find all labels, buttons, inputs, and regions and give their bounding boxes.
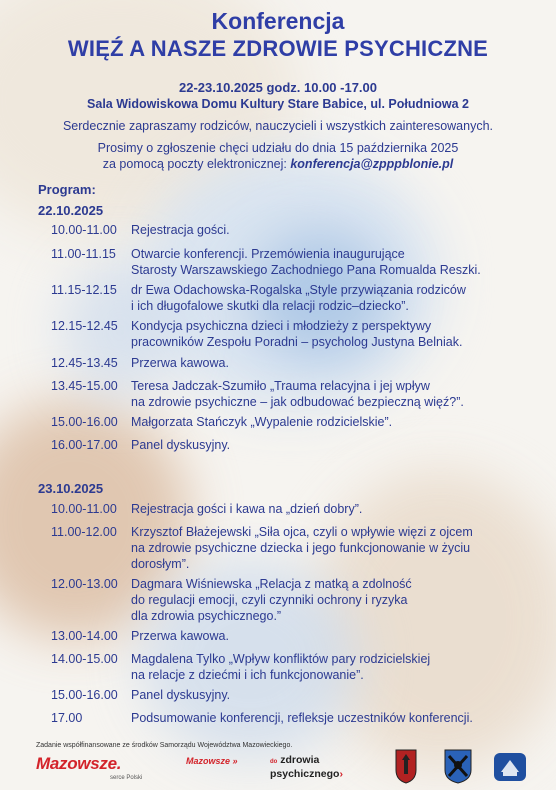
schedule-time: 11.15-12.15: [51, 283, 117, 297]
schedule-description: [131, 282, 551, 314]
schedule-time: 11.00-11.15: [51, 247, 116, 261]
schedule-time: 10.00-11.00: [51, 502, 117, 516]
schedule-description: [131, 687, 551, 703]
schedule-description-line: na zdrowie psychiczne dziecka i jego funkcjonowanie w życiu: [131, 541, 471, 555]
mazowsze-logo-text: Mazowsze.: [36, 754, 122, 773]
schedule-time: 16.00-17.00: [51, 438, 118, 452]
schedule-description-line: do regulacji emocji, czyli czynniki ochrony i ryzyka: [131, 593, 408, 607]
schedule-description-line: na zdrowie psychiczne – jak odbudować bezpieczną więź?”.: [131, 395, 464, 409]
schedule-description: [131, 355, 551, 371]
schedule-description-line: Przerwa kawowa.: [131, 629, 229, 643]
registration-contact: [0, 156, 556, 172]
schedule-description-line: Panel dyskusyjny.: [131, 688, 231, 702]
schedule-time: 15.00-16.00: [51, 415, 118, 429]
schedule-description: [131, 222, 551, 238]
schedule-description-line: pracowników Zespołu Poradni – psycholog Justyna Belniak.: [131, 335, 463, 349]
schedule-description-line: Dagmara Wiśniewska „Relacja z matką a zdolność: [131, 577, 412, 591]
program-logo-brand: [186, 756, 238, 766]
schedule-description: [131, 437, 551, 453]
schedule-description-line: i ich długofalowe skutki dla relacji rodzic–dziecko”.: [131, 299, 409, 313]
schedule-description-line: na relacje z dziećmi i ich funkcjonowanie”.: [131, 668, 364, 682]
schedule-description-line: dorosłym”.: [131, 557, 190, 571]
email-link[interactable]: konferencja@zpppblonie.pl: [290, 157, 454, 171]
schedule-description: [131, 414, 551, 430]
mazowsze-logo: [36, 754, 121, 774]
schedule-description: [131, 628, 551, 644]
program-logo-line1: zdrowia: [280, 754, 320, 766]
schedule-time: 10.00-11.00: [51, 223, 117, 237]
schedule-description: [131, 710, 551, 726]
program-logo-line2: psychicznego: [270, 768, 340, 780]
schedule-description: [131, 651, 551, 683]
venue: Sala Widowiskowa Domu Kultury Stare Babice, ul. Południowa 2: [87, 97, 469, 111]
conference-label: Konferencja: [211, 8, 345, 34]
schedule-description-line: Starosty Warszawskiego Zachodniego Pana Romualda Reszki.: [131, 263, 481, 277]
day1-date: 22.10.2025: [38, 203, 104, 218]
schedule-description-line: dr Ewa Odachowska-Rogalska „Style przywiązania rodziców: [131, 283, 466, 297]
schedule-description: [131, 524, 551, 572]
mazowsze-logo-tagline: serce Polski: [110, 775, 143, 781]
program-logo-do: do: [270, 759, 278, 765]
schedule-description-line: Magdalena Tylko „Wpływ konfliktów pary rodzicielskiej: [131, 652, 431, 666]
schedule-description-line: Podsumowanie konferencji, refleksje uczestników konferencji.: [131, 711, 473, 725]
program-logo-brand-text: Mazowsze: [186, 756, 231, 766]
registration-contact-prefix: za pomocą poczty elektronicznej:: [102, 157, 291, 171]
chevrons-icon: »: [232, 756, 238, 766]
schedule-description-line: Rejestracja gości.: [131, 223, 230, 237]
registration-request: Prosimy o zgłoszenie chęci udziału do dnia 15 października 2025: [97, 141, 459, 155]
conference-title: WIĘŹ A NASZE ZDROWIE PSYCHICZNE: [67, 36, 489, 61]
schedule-description-line: dla zdrowia psychicznego.”: [131, 609, 282, 623]
program-logo-text: [270, 754, 343, 780]
invitation-text: Serdecznie zapraszamy rodziców, nauczycieli i wszystkich zainteresowanych.: [62, 119, 494, 133]
schedule-description: [131, 378, 551, 410]
schedule-description: [131, 246, 551, 278]
date-time: 22-23.10.2025 godz. 10.00 -17.00: [178, 80, 377, 95]
funding-note: Zadanie współfinansowane ze środków Samorządu Województwa Mazowieckiego.: [36, 742, 293, 749]
schedule-time: 13.45-15.00: [51, 379, 118, 393]
schedule-description-line: Teresa Jadczak-Szumiło „Trauma relacyjna i jej wpływ: [131, 379, 430, 393]
schedule-time: 17.00: [51, 711, 83, 725]
program-label: Program:: [38, 182, 96, 197]
day2-date: 23.10.2025: [38, 481, 104, 496]
schedule-description-line: Małgorzata Stańczyk „Wypalenie rodzicielskie”.: [131, 415, 393, 429]
commune-crest-icon: [443, 748, 473, 784]
schedule-description-line: Kondycja psychiczna dzieci i młodzieży z perspektywy: [131, 319, 432, 333]
institution-logo-icon: [493, 752, 527, 782]
schedule-time: 13.00-14.00: [51, 629, 118, 643]
schedule-description: [131, 318, 551, 350]
schedule-description: [131, 501, 551, 517]
schedule-time: 15.00-16.00: [51, 688, 118, 702]
schedule-time: 12.45-13.45: [51, 356, 118, 370]
schedule-time: 14.00-15.00: [51, 652, 118, 666]
schedule-time: 12.00-13.00: [51, 577, 118, 591]
chevron-right-icon: ›: [339, 768, 343, 780]
schedule-description-line: Otwarcie konferencji. Przemówienia inaugurujące: [131, 247, 405, 261]
schedule-time: 12.15-12.45: [51, 319, 118, 333]
schedule-time: 11.00-12.00: [51, 525, 117, 539]
schedule-description-line: Przerwa kawowa.: [131, 356, 229, 370]
schedule-description-line: Krzysztof Błażejewski „Siła ojca, czyli o wpływie więzi z ojcem: [131, 525, 473, 539]
county-crest-icon: [394, 748, 418, 784]
schedule-description-line: Panel dyskusyjny.: [131, 438, 231, 452]
schedule-description: [131, 576, 551, 624]
schedule-description-line: Rejestracja gości i kawa na „dzień dobry”.: [131, 502, 363, 516]
